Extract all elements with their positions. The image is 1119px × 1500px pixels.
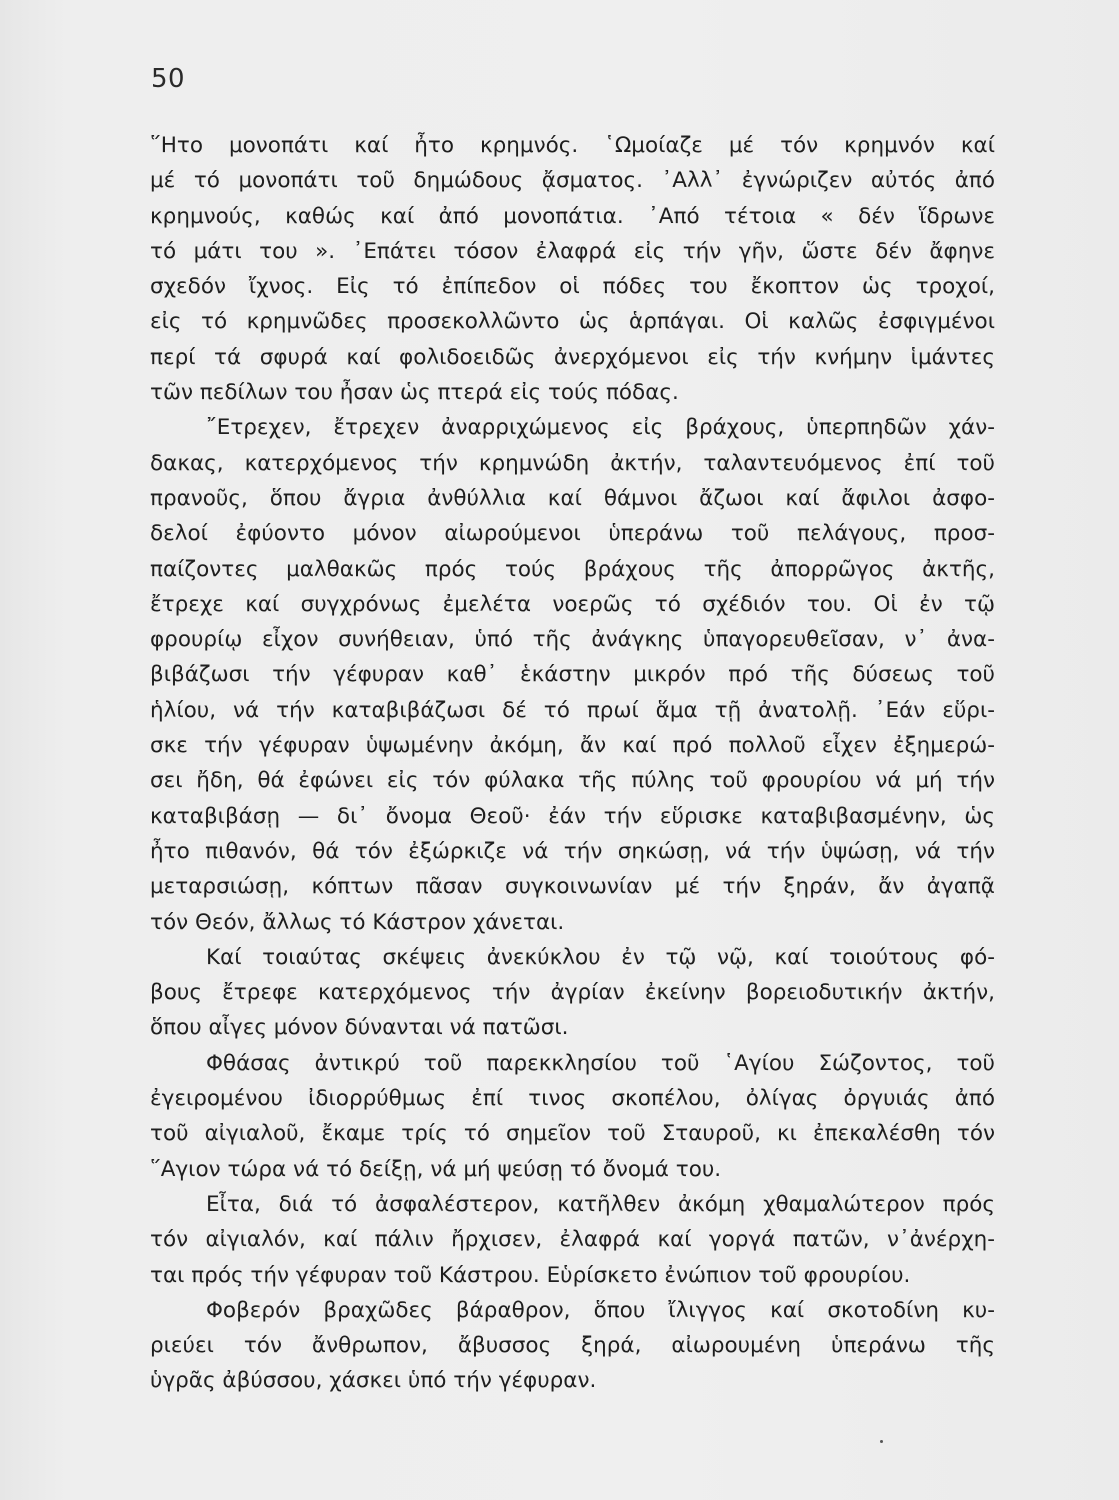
text-line: σει ἤδη, θά ἐφώνει εἰς τόν φύλακα τῆς πύλης τοῦ φρουρίου νά μή τήν	[150, 768, 995, 794]
text-line: τῶν πεδίλων του ἦσαν ὡς πτερά εἰς τούς πόδας.	[150, 380, 679, 406]
text-line: ριεύει τόν ἄνθρωπον, ἄβυσσος ξηρά, αἰωρουμένη ὑπεράνω τῆς	[150, 1333, 995, 1359]
text-line: ἔτρεχε καί συγχρόνως ἐμελέτα νοερῶς τό σχέδιόν του. Οἱ ἐν τῷ	[150, 591, 995, 617]
text-line: εἰς τό κρημνῶδες προσεκολλῶντο ὡς ἁρπάγαι. Οἱ καλῶς ἐσφιγμένοι	[150, 309, 995, 335]
text-line: σκε τήν γέφυραν ὑψωμένην ἀκόμη, ἄν καί πρό πολλοῦ εἶχεν ἐξημερώ-	[150, 733, 995, 759]
text-line: ῞Αγιον τώρα νά τό δείξῃ, νά μή ψεύσῃ τό ὄνομά του.	[150, 1156, 722, 1182]
text-line: τό μάτι του ». ᾿Επάτει τόσον ἐλαφρά εἰς τήν γῆν, ὥστε δέν ἄφηνε	[150, 238, 995, 264]
body-text	[150, 128, 995, 1399]
text-line: βιβάζωσι τήν γέφυραν καθ᾿ ἑκάστην μικρόν πρό τῆς δύσεως τοῦ	[150, 662, 995, 688]
text-line: ῞Ητο μονοπάτι καί ἦτο κρημνός. ῾Ωμοίαζε μέ τόν κρημνόν καί	[150, 133, 995, 158]
text-line: ὑγρᾶς ἀβύσσου, χάσκει ὑπό τήν γέφυραν.	[150, 1368, 597, 1394]
text-line: Φοβερόν βραχῶδες βάραθρον, ὅπου ἴλιγγος καί σκοτοδίνη κυ-	[206, 1297, 995, 1323]
paper-speck	[880, 1440, 883, 1443]
text-line: δακας, κατερχόμενος τήν κρημνώδη ἀκτήν, ταλαντευόμενος ἐπί τοῦ	[150, 450, 995, 476]
page-number: 50	[151, 64, 186, 94]
text-line: ἐγειρομένου ἰδιορρύθμως ἐπί τινος σκοπέλου, ὀλίγας ὀργυιάς ἀπό	[150, 1086, 995, 1112]
text-line: πρανοῦς, ὅπου ἄγρια ἀνθύλλια καί θάμνοι ἄζωοι καί ἄφιλοι ἀσφο-	[150, 485, 995, 511]
text-line: ται πρός τήν γέφυραν τοῦ Κάστρου. Εὑρίσκετο ἐνώπιον τοῦ φρουρίου.	[150, 1262, 911, 1288]
text-line: κρημνούς, καθώς καί ἀπό μονοπάτια. ᾿Από τέτοια « δέν ἵδρωνε	[150, 203, 995, 229]
text-line: ἦτο πιθανόν, θά τόν ἐξώρκιζε νά τήν σηκώσῃ, νά τήν ὑψώσῃ, νά τήν	[150, 838, 995, 864]
text-line: παίζοντες μαλθακῶς πρός τούς βράχους τῆς ἀπορρῶγος ἀκτῆς,	[150, 556, 995, 582]
text-line: καταβιβάσῃ — δι᾿ ὄνομα Θεοῦ· ἐάν τήν εὕρισκε καταβιβασμένην, ὡς	[150, 803, 995, 829]
text-line: τόν αἰγιαλόν, καί πάλιν ἤρχισεν, ἐλαφρά καί γοργά πατῶν, ν᾿ἀνέρχη-	[150, 1227, 995, 1253]
text-line: Φθάσας ἀντικρύ τοῦ παρεκκλησίου τοῦ ῾Αγίου Σώζοντος, τοῦ	[206, 1050, 995, 1076]
text-line: μέ τό μονοπάτι τοῦ δημώδους ᾄσματος. ᾿Αλλ᾿ ἐγνώριζεν αὐτός ἀπό	[150, 168, 995, 194]
text-line: Εἶτα, διά τό ἀσφαλέστερον, κατῆλθεν ἀκόμη χθαμαλώτερον πρός	[206, 1191, 995, 1217]
text-line: μεταρσιώσῃ, κόπτων πᾶσαν συγκοινωνίαν μέ τήν ξηράν, ἄν ἀγαπᾷ	[150, 874, 995, 900]
text-line: βους ἔτρεφε κατερχόμενος τήν ἀγρίαν ἐκείνην βορειοδυτικήν ἀκτήν,	[150, 980, 995, 1006]
text-line: ὅπου αἶγες μόνον δύνανται νά πατῶσι.	[150, 1015, 569, 1041]
text-line: φρουρίῳ εἶχον συνήθειαν, ὑπό τῆς ἀνάγκης ὑπαγορευθεῖσαν, ν᾿ ἀνα-	[150, 627, 995, 653]
text-line: ἡλίου, νά τήν καταβιβάζωσι δέ τό πρωί ἅμα τῇ ἀνατολῇ. ᾿Εάν εὕρι-	[150, 697, 995, 723]
text-line: περί τά σφυρά καί φολιδοειδῶς ἀνερχόμενοι εἰς τήν κνήμην ἱμάντες	[150, 344, 995, 370]
text-line: σχεδόν ἴχνος. Εἰς τό ἐπίπεδον οἱ πόδες του ἔκοπτον ὡς τροχοί,	[150, 274, 995, 300]
text-line: τοῦ αἰγιαλοῦ, ἔκαμε τρίς τό σημεῖον τοῦ Σταυροῦ, κι ἐπεκαλέσθη τόν	[150, 1121, 995, 1147]
text-line: ῎Ετρεχεν, ἔτρεχεν ἀναρριχώμενος εἰς βράχους, ὑπερπηδῶν χάν-	[206, 415, 995, 441]
text-line: δελοί ἐφύοντο μόνον αἰωρούμενοι ὑπεράνω τοῦ πελάγους, προσ-	[150, 521, 995, 547]
text-line: Καί τοιαύτας σκέψεις ἀνεκύκλου ἐν τῷ νῷ, καί τοιούτους φό-	[206, 944, 995, 970]
text-line: τόν Θεόν, ἄλλως τό Κάστρον χάνεται.	[150, 909, 565, 935]
